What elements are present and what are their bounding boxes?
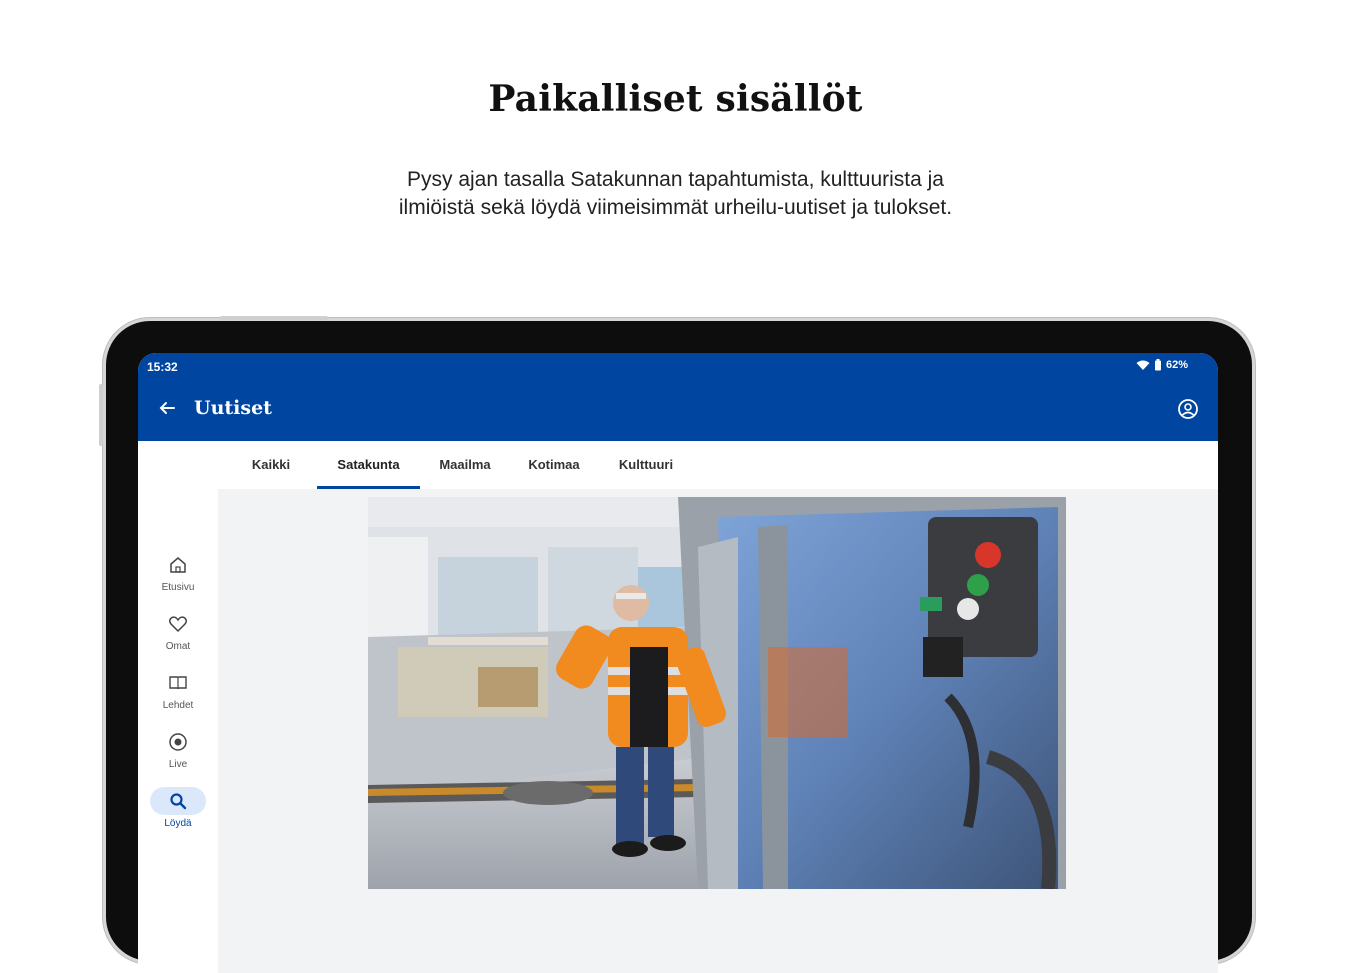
status-time: 15:32 <box>147 360 178 374</box>
arrow-left-icon[interactable] <box>156 397 178 419</box>
nav-omat-label: Omat <box>165 641 191 652</box>
nav-lehdet-label: Lehdet <box>162 700 194 711</box>
tablet-volume-button <box>99 384 103 446</box>
nav-etusivu[interactable] <box>138 551 218 593</box>
account-circle-icon[interactable] <box>1176 397 1200 421</box>
status-bar <box>138 353 1218 381</box>
search-icon <box>150 787 206 815</box>
nav-live-label: Live <box>168 759 188 770</box>
lab-photo-illustration <box>368 497 1066 889</box>
heart-icon <box>150 610 206 638</box>
promo-description-line-1: Pysy ajan tasalla Satakunnan tapahtumista, kulttuurista ja <box>407 168 944 191</box>
tablet-frame <box>106 321 1252 961</box>
toolbar <box>138 389 1218 429</box>
app-bar <box>138 353 1218 441</box>
nav-etusivu-label: Etusivu <box>161 582 195 593</box>
nav-lehdet[interactable] <box>138 669 218 711</box>
nav-loyda-label: Löydä <box>164 818 192 829</box>
article-hero-image[interactable] <box>368 497 1066 889</box>
battery-level: 62% <box>1165 359 1188 371</box>
promo-description-line-2: ilmiöistä sekä löydä viimeisimmät urheilu-uutiset ja tulokset. <box>398 196 953 219</box>
home-icon <box>150 551 206 579</box>
tab-maailma[interactable]: Maailma <box>439 457 491 472</box>
page-title: Uutiset <box>194 397 272 419</box>
wifi-icon <box>1136 360 1150 371</box>
navigation-rail <box>138 489 218 973</box>
tablet-screen <box>138 353 1218 973</box>
nav-loyda[interactable] <box>138 787 218 829</box>
newspaper-icon <box>150 669 206 697</box>
tab-satakunta[interactable]: Satakunta <box>317 441 420 489</box>
battery-icon <box>1154 359 1162 371</box>
nav-live[interactable] <box>138 728 218 770</box>
promo-headline: Paikalliset sisällöt <box>488 78 863 120</box>
tab-kulttuuri[interactable]: Kulttuuri <box>618 457 674 472</box>
tablet-side-button <box>220 316 328 320</box>
nav-omat[interactable] <box>138 610 218 652</box>
tab-kaikki[interactable]: Kaikki <box>251 457 291 472</box>
play-circle-icon <box>150 728 206 756</box>
category-tabs <box>138 441 1218 489</box>
tab-kotimaa[interactable]: Kotimaa <box>528 457 580 472</box>
promo-description <box>0 166 1351 222</box>
status-icons <box>1136 359 1188 371</box>
